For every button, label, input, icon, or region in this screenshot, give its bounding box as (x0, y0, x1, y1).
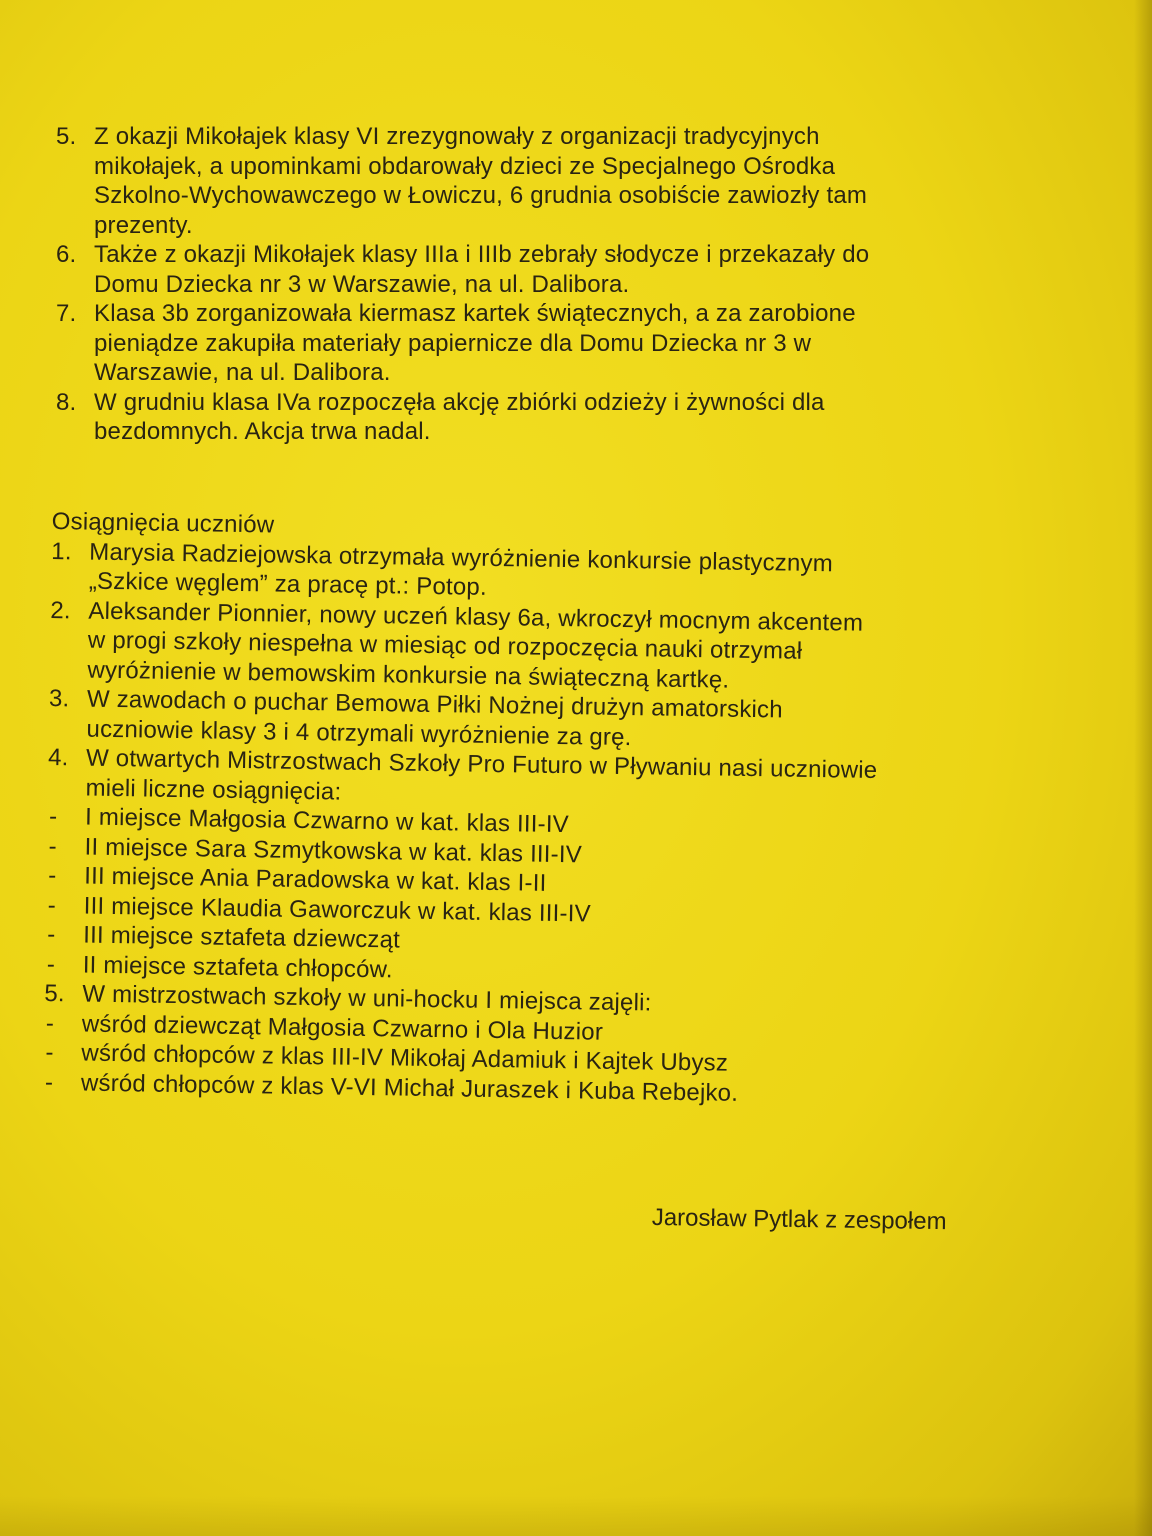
item-number: 5. (56, 123, 77, 150)
item-text: I miejsce Małgosia Czwarno w kat. klas III-IV (84, 803, 570, 839)
item-number: 3. (48, 684, 70, 713)
item-text: Marysia Radziejowska otrzymała wyróżnienie konkursie plastycznym „Szkice węglem” za pracę pt.: Potop. (88, 538, 834, 601)
item-number: 6. (56, 241, 77, 268)
bullet-dash: - (47, 920, 56, 949)
bullet-dash: - (47, 861, 57, 890)
item-text: wśród chłopców z klas III-IV Mikołaj Adamiuk i Kajtek Ubysz (81, 1039, 729, 1077)
item-number: 4. (47, 743, 69, 772)
list-item (56, 240, 1016, 299)
item-number: 2. (50, 596, 72, 624)
item-number: 8. (56, 388, 77, 416)
bullet-dash: - (47, 891, 57, 919)
list-item (56, 122, 1016, 240)
bullet-dash: - (46, 950, 56, 978)
bullet-dash: - (45, 1009, 55, 1037)
item-text: III miejsce sztafeta dziewcząt (83, 921, 401, 954)
achievements-section (43, 507, 1032, 1112)
item-text: W otwartych Mistrzostwach Szkoły Pro Futuro w Pływaniu nasi uczniowie mieli liczne osiągnięcia: (85, 744, 878, 806)
item-number: 1. (51, 537, 72, 565)
bullet-dash: - (44, 1068, 54, 1096)
item-text: wśród dziewcząt Małgosia Czwarno i Ola Huzior (81, 1010, 604, 1046)
item-text: W grudniu klasa IVa rozpoczęła akcję zbiórki odzieży i żywności dla bezdomnych. Akcja trwa nadal. (94, 388, 825, 445)
bullet-dash: - (48, 832, 58, 860)
item-text: W zawodach o puchar Bemowa Piłki Nożnej drużyn amatorskich uczniowie klasy 3 i 4 otrzymali wyróżnienie za grę. (86, 685, 784, 751)
item-text: II miejsce Sara Szmytkowska w kat. klas III-IV (84, 833, 583, 868)
page-bottom-shadow (0, 1496, 1152, 1536)
bullet-dash: - (45, 1038, 54, 1067)
list-item (56, 388, 1016, 447)
item-text: III miejsce Klaudia Gaworczuk w kat. klas III-IV (83, 892, 592, 928)
list-item (56, 299, 1016, 388)
item-number: 7. (56, 300, 77, 327)
item-text: III miejsce Ania Paradowska w kat. klas I-II (83, 862, 547, 897)
bullet-dash: - (48, 802, 58, 831)
signature: Jarosław Pytlak z zespołem (651, 1204, 947, 1236)
item-text: W mistrzostwach szkoły w uni-hocku I miejsca zajęli: (82, 980, 652, 1017)
item-text: wśród chłopców z klas V-VI Michał Juraszek i Kuba Rebejko. (80, 1069, 739, 1107)
section-title: Osiągnięcia uczniów (51, 507, 275, 539)
item-text: Aleksander Pionnier, nowy uczeń klasy 6a, wkroczył mocnym akcentem w progi szkoły niespełna w miesiąc od rozpoczęcia nauki otrzymał wyróżnienie w bemowskim konkursie na świąteczną kartkę. (87, 597, 864, 694)
list-item (49, 595, 1030, 699)
item-text: II miejsce sztafeta chłopców. (82, 951, 393, 983)
item-text: Z okazji Mikołajek klasy VI zrezygnowały z organizacji tradycyjnych mikołajek, a upominkami obdarowały dzieci ze Specjalnego Ośrodka Szkolno-Wychowawczego w Łowiczu, 6 grudnia osobiście zawiozły tam prezenty. (94, 123, 868, 239)
item-number: 5. (44, 979, 65, 1008)
item-text: Klasa 3b zorganizowała kiermasz kartek świątecznych, a za zarobione pieniądze zakupiła materiały papiernicze dla Domu Dziecka nr 3 w Warszawie, na ul. Dalibora. (94, 300, 856, 386)
page-edge-shadow (1134, 0, 1152, 1536)
item-text: Także z okazji Mikołajek klasy IIIa i IIIb zebrały słodycze i przekazały do Domu Dziecka nr 3 w Warszawie, na ul. Dalibora. (94, 241, 870, 298)
activities-list (56, 122, 1016, 447)
